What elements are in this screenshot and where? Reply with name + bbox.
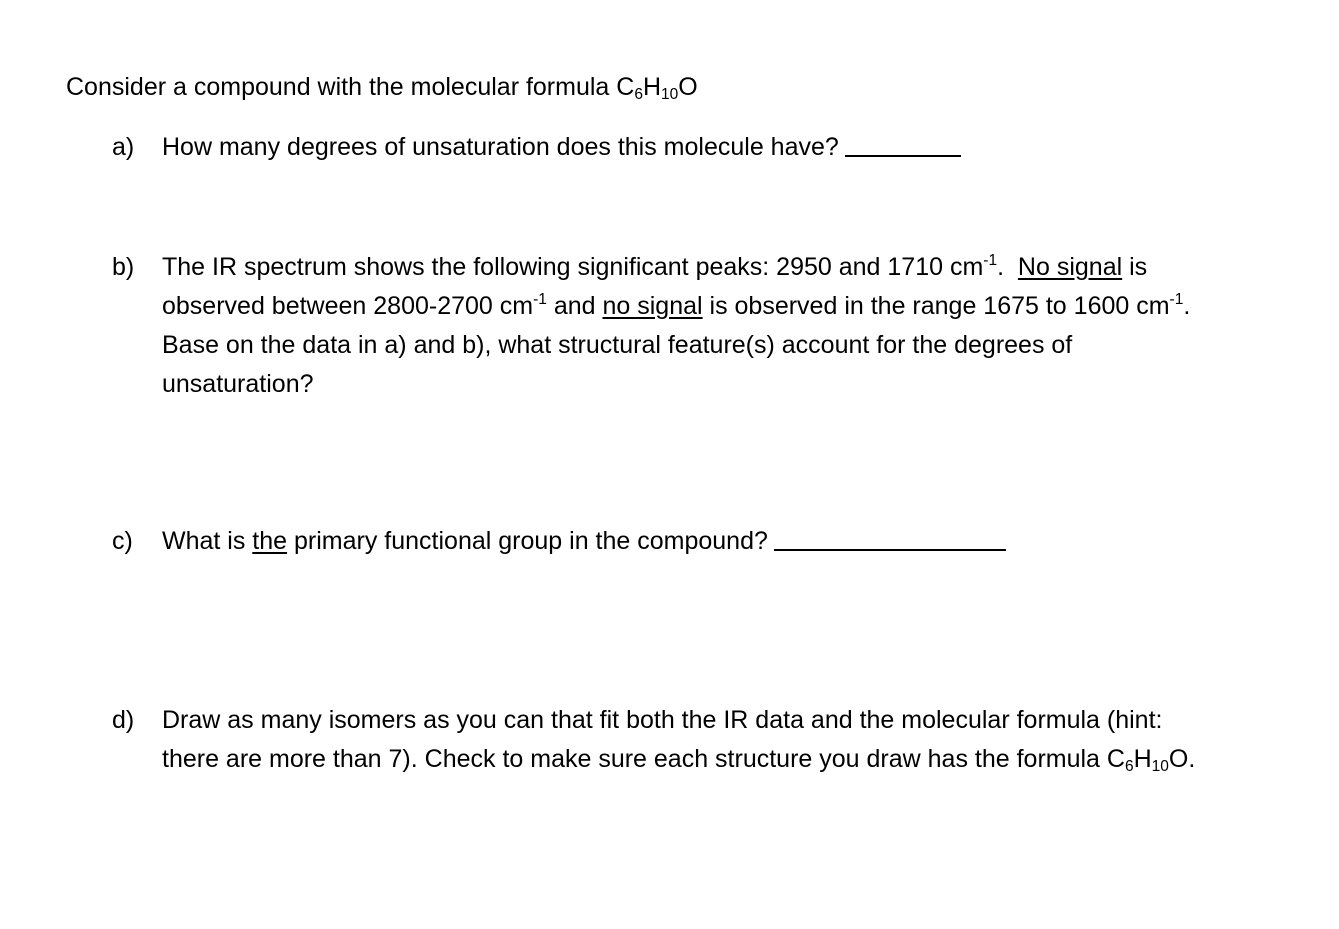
question-marker: b) [112,253,135,281]
question-c-text: What is the primary functional group in the compound? [162,522,1312,561]
answer-blank-c[interactable] [774,548,1006,551]
question-a-text: How many degrees of unsaturation does this molecule have? [162,128,1312,167]
question-b-line-2: observed between 2800-2700 $cm^{-1}$ and no signal is observed in the range 1675 to 1600 $cm^{-1}$. [162,290,1191,320]
question-marker: d) [112,706,135,734]
question-d-line-2: there are more than 7). Check to make sure each structure you draw has the formula $C_6H_{10}O$. [162,745,1196,775]
underlined-the: the [252,527,288,555]
question-d [112,701,1312,779]
question-a [112,128,1312,167]
intro-text: Consider a compound with the molecular formula [66,73,617,101]
question-d-line-1: Draw as many isomers as you can that fit both the IR data and the molecular formula (hint: [162,706,1163,734]
molecular-formula: $C_6H_{10}O$ [1106,745,1189,775]
question-b-line-3: Base on the data in a) and b), what structural feature(s) account for the degrees of [162,331,1073,359]
molecular-formula: $C_6H_{10}O$ [616,73,698,103]
underlined-no-signal: no signal [602,292,703,320]
underlined-no-signal: No signal [1017,253,1123,281]
question-b [112,248,1312,404]
answer-blank-a[interactable] [845,154,961,157]
question-b-line-1: The IR spectrum shows the following significant peaks: 2950 and 1710 $cm^{-1}$. No signal is [162,251,1148,281]
question-b-line-4: unsaturation? [162,370,314,398]
question-marker: a) [112,133,135,161]
question-marker: c) [112,527,133,555]
question-c [112,522,1312,561]
intro-statement [66,70,698,104]
